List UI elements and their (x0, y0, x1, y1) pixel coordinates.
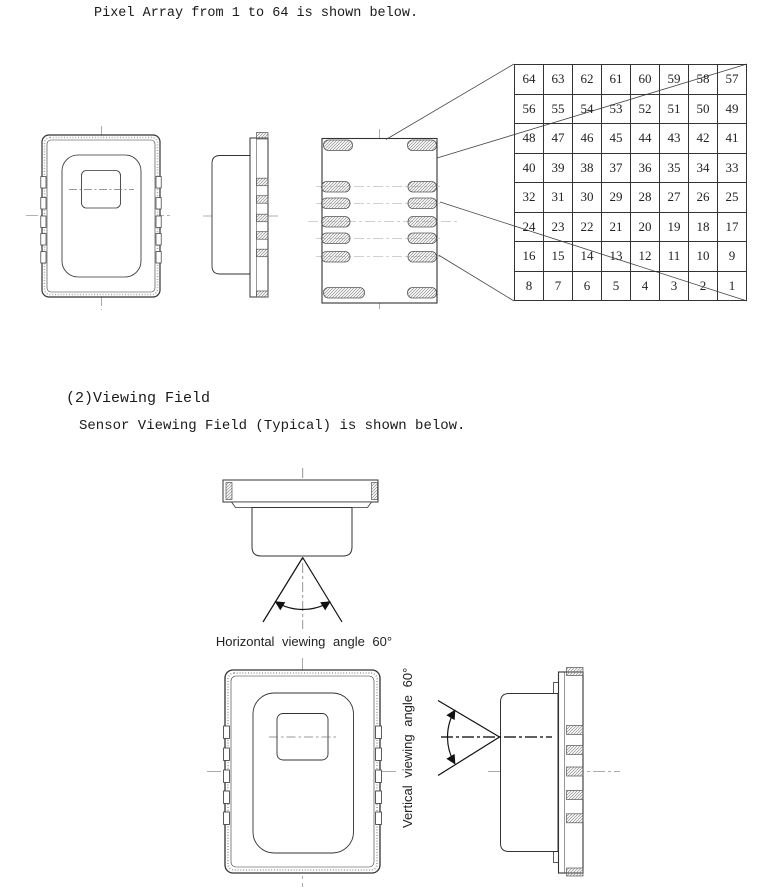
pixel-cell: 64 (515, 65, 544, 95)
vertical-viewing-angle-label: Vertical viewing angle 60° (400, 667, 415, 828)
pixel-cell: 54 (573, 94, 602, 124)
pixel-cell: 30 (573, 183, 602, 213)
pixel-cell: 34 (689, 153, 718, 183)
leader-line (386, 64, 514, 140)
pixel-cell: 3 (660, 271, 689, 301)
pixel-cell: 25 (718, 183, 747, 213)
pixel-cell: 19 (660, 212, 689, 242)
pixel-array-row (515, 183, 747, 213)
package-back-view-top (308, 129, 458, 311)
pixel-cell: 47 (544, 124, 573, 154)
pixel-cell: 59 (660, 65, 689, 95)
pixel-cell: 2 (689, 271, 718, 301)
package-side-view-top (203, 133, 281, 298)
pixel-cell: 12 (631, 242, 660, 272)
pixel-cell: 8 (515, 271, 544, 301)
pixel-cell: 61 (602, 65, 631, 95)
lens-cap (501, 694, 559, 852)
pixel-cell: 10 (689, 242, 718, 272)
pixel-cell: 15 (544, 242, 573, 272)
pixel-cell: 45 (602, 124, 631, 154)
pixel-cell: 43 (660, 124, 689, 154)
package-side-view-bottom (438, 668, 620, 877)
pixel-cell: 52 (631, 94, 660, 124)
pixel-cell: 26 (689, 183, 718, 213)
pixel-cell: 9 (718, 242, 747, 272)
pixel-cell: 39 (544, 153, 573, 183)
pixel-array-row (515, 124, 747, 154)
leader-line (439, 255, 515, 301)
pixel-array-row (515, 242, 747, 272)
pixel-array-row (515, 65, 747, 95)
pixel-cell: 33 (718, 153, 747, 183)
pixel-cell: 4 (631, 271, 660, 301)
pixel-cell: 21 (602, 212, 631, 242)
pixel-cell: 37 (602, 153, 631, 183)
section-heading: (2)Viewing Field (66, 390, 211, 407)
pixel-cell: 46 (573, 124, 602, 154)
pixel-cell: 44 (631, 124, 660, 154)
pixel-cell: 29 (602, 183, 631, 213)
pixel-cell: 27 (660, 183, 689, 213)
pixel-cell: 58 (689, 65, 718, 95)
pixel-array-grid (514, 64, 747, 301)
package-front-view-top (26, 126, 172, 310)
pixel-cell: 41 (718, 124, 747, 154)
pixel-cell: 11 (660, 242, 689, 272)
lens-cap (212, 156, 250, 275)
pixel-cell: 1 (718, 271, 747, 301)
pixel-cell: 50 (689, 94, 718, 124)
pixel-cell: 20 (631, 212, 660, 242)
pixel-cell: 7 (544, 271, 573, 301)
pixel-cell: 5 (602, 271, 631, 301)
pixel-cell: 51 (660, 94, 689, 124)
pixel-cell: 28 (631, 183, 660, 213)
lens-cap (252, 508, 352, 557)
pixel-cell: 42 (689, 124, 718, 154)
pixel-cell: 38 (573, 153, 602, 183)
pixel-cell: 56 (515, 94, 544, 124)
pixel-cell: 18 (689, 212, 718, 242)
pixel-cell: 14 (573, 242, 602, 272)
pixel-cell: 23 (544, 212, 573, 242)
pixel-cell: 32 (515, 183, 544, 213)
horizontal-viewing-angle-label: Horizontal viewing angle 60° (215, 634, 393, 649)
pixel-array-row (515, 153, 747, 183)
page-title: Pixel Array from 1 to 64 is shown below. (94, 6, 419, 21)
pixel-cell: 49 (718, 94, 747, 124)
pixel-cell: 48 (515, 124, 544, 154)
pixel-array-row (515, 271, 747, 301)
pixel-cell: 60 (631, 65, 660, 95)
pixel-cell: 17 (718, 212, 747, 242)
package-top-view (223, 468, 378, 629)
pixel-cell: 40 (515, 153, 544, 183)
pixel-cell: 16 (515, 242, 544, 272)
pixel-cell: 13 (602, 242, 631, 272)
section-subtitle: Sensor Viewing Field (Typical) is shown below. (79, 418, 466, 434)
pixel-cell: 24 (515, 212, 544, 242)
pixel-cell: 6 (573, 271, 602, 301)
pixel-array-row (515, 94, 747, 124)
pixel-cell: 31 (544, 183, 573, 213)
pixel-cell: 55 (544, 94, 573, 124)
pixel-cell: 53 (602, 94, 631, 124)
pixel-cell: 22 (573, 212, 602, 242)
pixel-array-row (515, 212, 747, 242)
pixel-cell: 57 (718, 65, 747, 95)
pixel-cell: 36 (631, 153, 660, 183)
pixel-cell: 62 (573, 65, 602, 95)
pixel-cell: 35 (660, 153, 689, 183)
package-front-view-bottom (207, 658, 398, 887)
pixel-cell: 63 (544, 65, 573, 95)
